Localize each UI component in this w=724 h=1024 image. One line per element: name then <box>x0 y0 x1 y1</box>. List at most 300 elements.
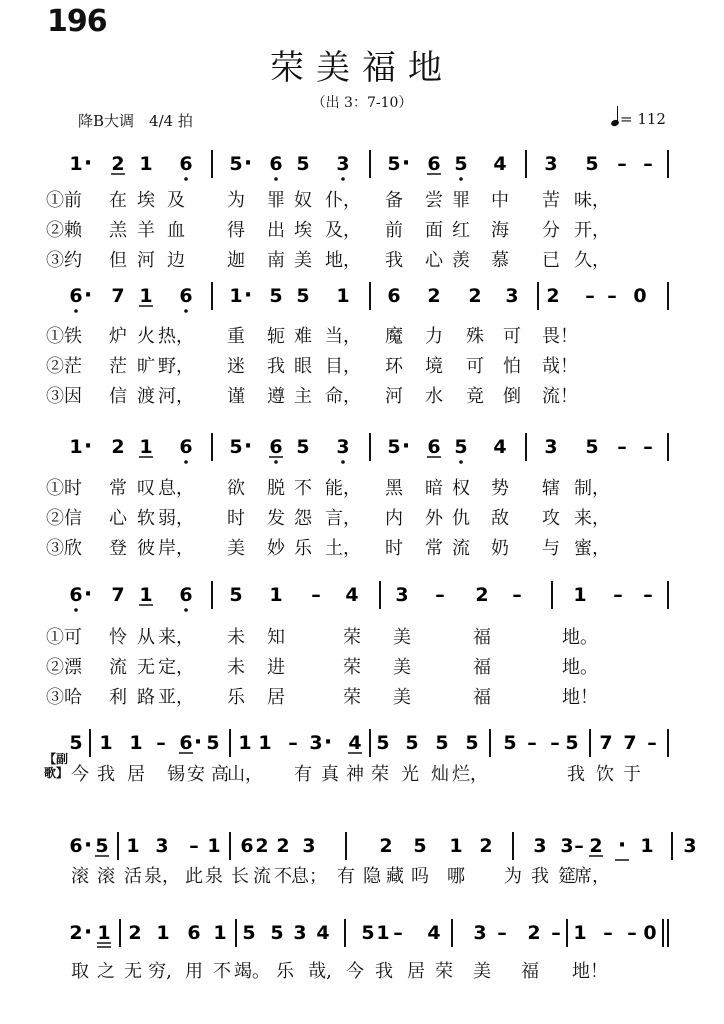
lyric-word: 活 <box>124 866 142 887</box>
note-number: 2 <box>255 835 269 857</box>
lyric-word: 高 <box>211 764 229 785</box>
lyric-word: 来， <box>158 627 194 648</box>
lyric-word: 荣 <box>343 687 361 708</box>
lyric-word: ①可 <box>46 627 82 648</box>
lyric-word: 息； <box>291 866 327 887</box>
lyric-word: 居 <box>407 961 425 982</box>
note-number: 6 <box>179 584 193 606</box>
note-number: 5 <box>296 436 310 458</box>
note-number: 2 <box>111 436 125 458</box>
lyric-word: ②漂 <box>46 657 82 678</box>
lyric-word: 当， <box>325 326 361 347</box>
lyric-word: 藏 <box>386 866 404 887</box>
lyric-word: 时 <box>227 508 245 529</box>
notation-svg <box>0 917 724 951</box>
note-number: 3 <box>336 436 350 458</box>
lyric-word: 羊 <box>137 220 155 241</box>
note-number: 5 <box>387 436 401 458</box>
dot-mark: · <box>83 151 93 176</box>
lyric-word: 神 <box>346 764 364 785</box>
lyric-word: 主 <box>294 386 312 407</box>
lyric-word: 美 <box>227 538 245 559</box>
verse-line-2 <box>0 653 724 677</box>
note-number: 2 <box>69 922 83 944</box>
note-number: 2 <box>527 922 541 944</box>
hymn-number: 196 <box>47 4 107 39</box>
lyric-word: 叹 <box>137 478 155 499</box>
note-number: 6 <box>427 153 441 175</box>
lyric-word: 埃 <box>137 190 155 211</box>
lyric-word: ②茫 <box>46 356 82 377</box>
note-number: 5 <box>242 922 256 944</box>
lyric-word: 土， <box>325 538 361 559</box>
note-number: 2 <box>475 584 489 606</box>
dash-mark: – <box>527 732 537 754</box>
note-number: 3 <box>544 436 558 458</box>
note-number: 5 <box>269 285 283 307</box>
note-number: 5 <box>95 835 109 857</box>
note-number: 0 <box>633 285 647 307</box>
lyric-word: 利 <box>109 687 127 708</box>
lyric-word: 流 <box>452 538 470 559</box>
note-number: 4 <box>493 153 507 175</box>
lyric-word: 居 <box>127 764 145 785</box>
note-number: 6 <box>387 285 401 307</box>
note-number: 7 <box>111 584 125 606</box>
note-number: 1 <box>139 285 153 307</box>
lyric-word: 仆， <box>325 190 361 211</box>
verse-line-3 <box>0 683 724 707</box>
lyric-word: 遵 <box>267 386 285 407</box>
notation-row <box>0 280 724 310</box>
dash-mark: – <box>393 922 403 944</box>
lyric-word: 常 <box>109 478 127 499</box>
note-number: 6 <box>240 835 254 857</box>
notation-row <box>0 148 724 178</box>
note-number: 5 <box>361 922 375 944</box>
octave-dot <box>184 608 188 612</box>
lyric-word: 旷 <box>137 356 155 377</box>
dash-mark: – <box>288 732 298 754</box>
lyric-word: 与 <box>542 538 560 559</box>
lyric-word: 筵 <box>558 866 576 887</box>
dot-mark: · <box>401 151 411 176</box>
lyric-word: 开， <box>574 220 610 241</box>
verse-line-2 <box>0 504 724 528</box>
lyric-word: 流！ <box>542 386 578 407</box>
lyric-word: 荣 <box>343 627 361 648</box>
lyric-word: 路 <box>137 687 155 708</box>
dot-mark: · <box>83 434 93 459</box>
note-number: 1 <box>139 584 153 606</box>
lyric-word: 岸， <box>158 538 194 559</box>
dash-mark: – <box>551 922 561 944</box>
lyric-word: 渡 <box>137 386 155 407</box>
octave-dot <box>341 460 345 464</box>
lyric-word: 地， <box>325 250 361 271</box>
note-number: 1 <box>139 436 153 458</box>
lyric-word: 热， <box>158 326 194 347</box>
lyric-word: 出 <box>267 220 285 241</box>
lyric-word: 境 <box>425 356 443 377</box>
lyric-word: 可 <box>503 326 521 347</box>
lyric-word: 味， <box>574 190 610 211</box>
dot-mark: · <box>83 920 93 945</box>
lyric-word: 命， <box>325 386 361 407</box>
note-number: 4 <box>348 732 362 754</box>
dot-mark: · <box>83 833 93 858</box>
lyric-word: 迦 <box>227 250 245 271</box>
lyric-word: 未 <box>227 627 245 648</box>
lyric-word: 但 <box>109 250 127 271</box>
lyric-word: 敌 <box>491 508 509 529</box>
lyric-word: 仇 <box>452 508 470 529</box>
lyric-word: 我 <box>375 961 393 982</box>
note-number: 3 <box>473 922 487 944</box>
note-number: 5 <box>387 153 401 175</box>
note-number: 3 <box>155 835 169 857</box>
dash-mark: – <box>497 922 507 944</box>
lyric-word: 今 <box>71 764 89 785</box>
note-number: 1 <box>640 835 654 857</box>
verse-line-3 <box>0 382 724 406</box>
notation-svg <box>0 830 724 864</box>
lyric-word: 心 <box>109 508 127 529</box>
dash-mark: – <box>156 732 166 754</box>
note-number: 7 <box>111 285 125 307</box>
lyric-word: 南 <box>267 250 285 271</box>
lyric-word: 茫 <box>109 356 127 377</box>
note-number: 0 <box>643 922 657 944</box>
lyric-word: 有 <box>294 764 312 785</box>
lyric-word: 辖 <box>542 478 560 499</box>
lyric-word: 眼 <box>294 356 312 377</box>
lyric-word: 流 <box>109 657 127 678</box>
dash-mark: – <box>607 285 617 307</box>
note-number: 1 <box>213 922 227 944</box>
note-number: 2 <box>427 285 441 307</box>
note-number: 3 <box>544 153 558 175</box>
note-number: 2 <box>128 922 142 944</box>
lyric-word: 不 <box>213 961 231 982</box>
lyric-word: 已 <box>542 250 560 271</box>
lyric-word: 信 <box>109 386 127 407</box>
note-number: 6 <box>69 285 83 307</box>
notation-svg <box>0 280 724 314</box>
dash-mark: – <box>617 153 627 175</box>
lyric-word: 难 <box>294 326 312 347</box>
note-number: 3 <box>302 835 316 857</box>
octave-dot <box>274 177 278 181</box>
lyric-word: 奴 <box>294 190 312 211</box>
lyric-word: 未 <box>227 657 245 678</box>
lyric-word: 迷 <box>227 356 245 377</box>
verse-line-3 <box>0 534 724 558</box>
dot-mark: · <box>323 730 333 755</box>
lyric-word: 知 <box>267 627 285 648</box>
lyric-word: 美 <box>294 250 312 271</box>
lyric-word: 内 <box>385 508 403 529</box>
lyric-word: 乐 <box>276 961 294 982</box>
note-number: 3 <box>309 732 323 754</box>
dot-mark: · <box>243 151 253 176</box>
note-number: 3 <box>560 835 574 857</box>
lyric-word: 取 <box>71 961 89 982</box>
octave-dot <box>341 177 345 181</box>
dash-mark: – <box>435 584 445 606</box>
lyric-word: 福 <box>473 657 491 678</box>
lyric-word: 席， <box>574 866 610 887</box>
notation-svg <box>0 431 724 465</box>
lyric-word: 中 <box>491 190 509 211</box>
lyric-word: 罪 <box>267 190 285 211</box>
octave-dot <box>184 177 188 181</box>
note-number: 3 <box>336 153 350 175</box>
note-number: 5 <box>296 153 310 175</box>
octave-dot <box>459 460 463 464</box>
note-number: 2 <box>379 835 393 857</box>
note-number: 5 <box>565 732 579 754</box>
lyric-word: ③约 <box>46 250 82 271</box>
note-number: 1 <box>229 285 243 307</box>
note-number: 5 <box>229 153 243 175</box>
dot-mark: · <box>617 833 627 858</box>
lyric-word: 哉, <box>308 961 332 982</box>
lyric-word: 苦 <box>542 190 560 211</box>
note-number: 4 <box>345 584 359 606</box>
notation-row <box>0 830 724 860</box>
lyric-word: 炉 <box>109 326 127 347</box>
lyric-word: 目， <box>325 356 361 377</box>
lyric-word: 我 <box>97 764 115 785</box>
lyric-word: 久， <box>574 250 610 271</box>
lyric-word: 山， <box>227 764 263 785</box>
octave-dot <box>74 608 78 612</box>
notation-svg <box>0 727 724 761</box>
lyric-word: 埃 <box>294 220 312 241</box>
lyric-word: 从 <box>137 627 155 648</box>
note-number: 1 <box>376 922 390 944</box>
note-number: 2 <box>468 285 482 307</box>
lyric-word: 来， <box>574 508 610 529</box>
lyric-word: 轭 <box>267 326 285 347</box>
dash-mark: – <box>647 732 657 754</box>
note-number: 1 <box>129 732 143 754</box>
note-number: 6 <box>179 436 193 458</box>
lyric-word: 怜 <box>109 627 127 648</box>
lyric-word: 红 <box>452 220 470 241</box>
lyric-word: 隐 <box>363 866 381 887</box>
notation-row <box>0 431 724 461</box>
note-number: 1 <box>269 584 283 606</box>
lyric-word: 进 <box>267 657 285 678</box>
dash-mark: – <box>627 922 637 944</box>
note-number: 1 <box>207 835 221 857</box>
note-number: 4 <box>427 922 441 944</box>
note-number: 5 <box>465 732 479 754</box>
lyric-word: 谨 <box>227 386 245 407</box>
lyric-word: 言， <box>325 508 361 529</box>
lyric-word: 制， <box>574 478 610 499</box>
chorus-tag: 【副歌】 <box>44 752 69 780</box>
octave-dot <box>459 177 463 181</box>
lyric-word: 羡 <box>452 250 470 271</box>
lyric-word: 美 <box>393 657 411 678</box>
note-number: 5 <box>585 153 599 175</box>
lyric-word: 我 <box>531 866 549 887</box>
lyric-word: 欲 <box>227 478 245 499</box>
note-number: 6 <box>187 922 201 944</box>
note-number: 5 <box>405 732 419 754</box>
lyric-word: 荣 <box>435 961 453 982</box>
dot-mark: · <box>243 283 253 308</box>
note-number: 5 <box>69 732 83 754</box>
lyric-word: 今 <box>346 961 364 982</box>
lyric-word: 地。 <box>562 657 598 678</box>
lyric-word: 软 <box>137 508 155 529</box>
octave-dot <box>74 309 78 313</box>
note-number: 7 <box>599 732 613 754</box>
lyric-word: 息， <box>158 478 194 499</box>
lyric-word: 灿 <box>431 764 449 785</box>
dot-mark: · <box>193 730 203 755</box>
lyric-word: 倒 <box>503 386 521 407</box>
lyric-word: 及， <box>325 220 361 241</box>
note-number: 1 <box>126 835 140 857</box>
lyric-word: 泉， <box>144 866 180 887</box>
lyric-word: 血 <box>167 220 185 241</box>
lyric-word: 不 <box>294 478 312 499</box>
lyric-word: 地。 <box>562 627 598 648</box>
lyric-word: 滚 <box>71 866 89 887</box>
lyric-word: 乐 <box>227 687 245 708</box>
lyric-word: ③欣 <box>46 538 82 559</box>
lyric-word: 边 <box>167 250 185 271</box>
lyric-word: 流 <box>253 866 271 887</box>
note-number: 6 <box>179 285 193 307</box>
note-number: 3 <box>505 285 519 307</box>
tempo-marking <box>612 110 666 128</box>
octave-dot <box>184 460 188 464</box>
lyric-word: 彼 <box>137 538 155 559</box>
verse-line-2 <box>0 216 724 240</box>
lyric-word: 得 <box>227 220 245 241</box>
lyric-word: 暗 <box>425 478 443 499</box>
lyric-word: 滚 <box>97 866 115 887</box>
note-number: 5 <box>376 732 390 754</box>
lyric-word: 备 <box>385 190 403 211</box>
lyric-word: 饮 <box>596 764 614 785</box>
note-number: 1 <box>69 153 83 175</box>
lyric-word: 心 <box>425 250 443 271</box>
note-number: 7 <box>623 732 637 754</box>
note-number: 1 <box>573 584 587 606</box>
dash-mark: – <box>585 285 595 307</box>
verse-line-1 <box>0 474 724 498</box>
lyric-word: 面 <box>425 220 443 241</box>
note-number: 1 <box>336 285 350 307</box>
lyric-word: 在 <box>109 190 127 211</box>
note-number: 2 <box>111 153 125 175</box>
dash-mark: – <box>550 732 560 754</box>
note-number: 2 <box>276 835 290 857</box>
note-number: 6 <box>269 436 283 458</box>
note-number: 4 <box>316 922 330 944</box>
lyric-word: 此 <box>185 866 203 887</box>
lyric-word: 尝 <box>425 190 443 211</box>
lyric-word: 烂， <box>452 764 488 785</box>
lyric-word: 我 <box>267 356 285 377</box>
lyric-word: 蜜， <box>574 538 610 559</box>
notation-svg <box>0 579 724 613</box>
notation-svg <box>0 148 724 182</box>
octave-dot <box>274 460 278 464</box>
lyric-word: 无 <box>137 657 155 678</box>
lyric-word: ①前 <box>46 190 82 211</box>
lyric-word: 脱 <box>267 478 285 499</box>
lyric-word: 前 <box>385 220 403 241</box>
note-number: 5 <box>296 285 310 307</box>
lyric-word: 外 <box>425 508 443 529</box>
verse-line-1 <box>0 322 724 346</box>
lyric-word: 妙 <box>267 538 285 559</box>
lyric-word: 美 <box>393 687 411 708</box>
note-number: 6 <box>269 153 283 175</box>
note-number: 1 <box>69 436 83 458</box>
note-number: 1 <box>573 922 587 944</box>
dot-mark: · <box>83 582 93 607</box>
quarter-note-icon <box>612 110 618 124</box>
lyric-word: 不 <box>274 866 292 887</box>
verse-line-2 <box>0 352 724 376</box>
lyric-word: 穷, <box>148 961 172 982</box>
note-number: 1 <box>258 732 272 754</box>
note-number: 1 <box>449 835 463 857</box>
lyric-word: 水 <box>425 386 443 407</box>
lyric-word: 哉！ <box>542 356 578 377</box>
lyric-word: 美 <box>393 627 411 648</box>
dash-mark: – <box>643 584 653 606</box>
lyric-word: 哪 <box>447 866 465 887</box>
lyric-word: 锡 <box>167 764 185 785</box>
note-number: 1 <box>139 153 153 175</box>
lyric-word: 羔 <box>109 220 127 241</box>
lyric-word: ②赖 <box>46 220 82 241</box>
lyric-word: 奶 <box>491 538 509 559</box>
note-number: 3 <box>395 584 409 606</box>
note-number: 5 <box>585 436 599 458</box>
dash-mark: – <box>643 153 653 175</box>
lyric-word: 光 <box>401 764 419 785</box>
note-number: 5 <box>413 835 427 857</box>
lyric-word: 福 <box>473 627 491 648</box>
lyric-word: 魔 <box>385 326 403 347</box>
dash-mark: – <box>613 584 623 606</box>
lyric-word: 安 <box>187 764 205 785</box>
lyric-word: 慕 <box>491 250 509 271</box>
lyric-word: 势 <box>491 478 509 499</box>
lyric-word: 登 <box>109 538 127 559</box>
dash-mark: – <box>189 835 199 857</box>
tempo-value: = 112 <box>620 110 666 128</box>
note-number: 1 <box>99 732 113 754</box>
lyric-word: 弱， <box>158 508 194 529</box>
lyric-word: 河 <box>137 250 155 271</box>
lyric-word: 地！ <box>562 687 598 708</box>
note-number: 5 <box>270 922 284 944</box>
note-number: 6 <box>69 835 83 857</box>
note-number: 5 <box>229 436 243 458</box>
